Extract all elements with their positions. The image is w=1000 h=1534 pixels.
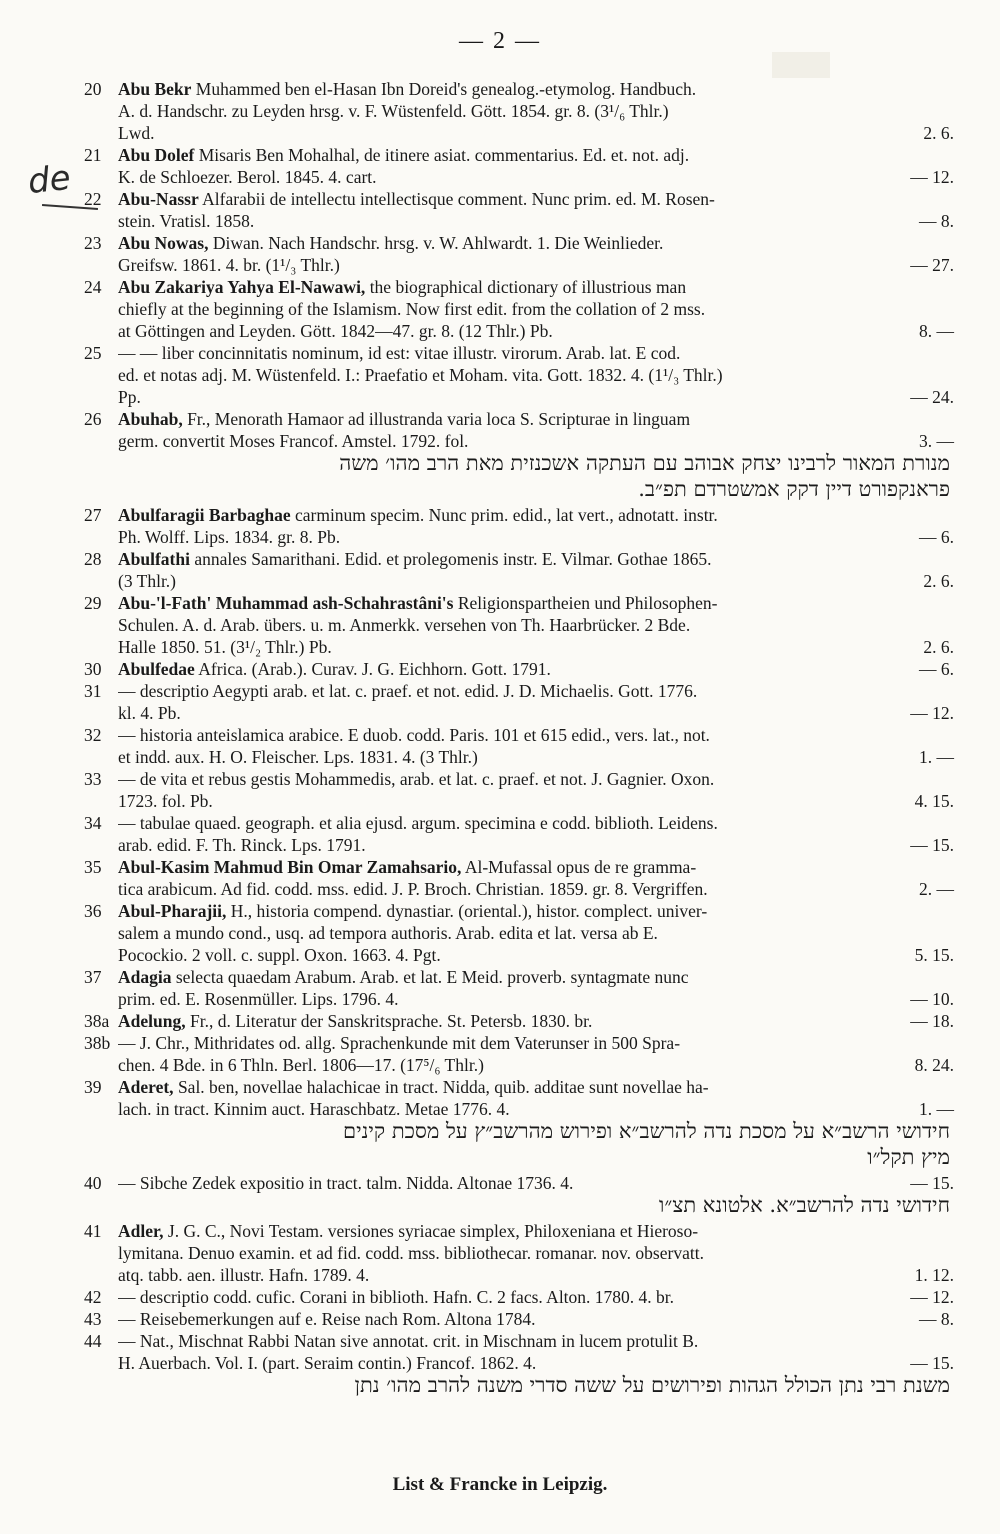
entry-line [0, 724, 1000, 746]
entry-line [0, 342, 1000, 364]
entry-number: 22 [84, 189, 102, 209]
entry-number: 41 [84, 1221, 102, 1241]
entry-text [118, 1098, 950, 1120]
entry-number: 32 [84, 725, 102, 745]
entry-text [118, 614, 950, 636]
entry-description: — — liber concinnitatis nominum, id est: vitae illustr. virorum. Arab. lat. E cod. [118, 343, 681, 363]
entry-text [118, 900, 950, 922]
entry-line [0, 746, 1000, 768]
entry-text [118, 1264, 950, 1286]
entry-description: at Göttingen and Leyden. Gött. 1842—47. gr. 8. (12 Thlr.) Pb. [118, 321, 553, 341]
entry-price: 3. — [919, 431, 954, 451]
entry-description: the biographical dictionary of illustrious man [369, 277, 687, 297]
entry-price: 2. 6. [923, 123, 954, 143]
entry-text [118, 320, 950, 342]
entry-heading: Abu Dolef [118, 145, 195, 165]
entry-text [118, 1330, 950, 1352]
entry-text [118, 724, 950, 746]
hebrew-title-line: חידושי הרשב״א על מסכת נדה להרשב״א ופירוש מהרשב״ץ על מסכת קינים [342, 1120, 950, 1143]
entry-description: H., historia compend. dynastiar. (oriental.), histor. complect. univer- [230, 901, 708, 921]
entry-line [0, 1308, 1000, 1330]
entry-description: Pocockio. 2 voll. c. suppl. Oxon. 1663. 4. Pgt. [118, 945, 441, 965]
entry-number: 24 [84, 277, 102, 297]
entry-line [0, 922, 1000, 944]
entry-number: 29 [84, 593, 102, 613]
entry-text [118, 944, 950, 966]
entry-number: 42 [84, 1287, 102, 1307]
entry-text [118, 1352, 950, 1374]
entry-heading: Adelung, [118, 1011, 186, 1031]
entry-description: — Reisebemerkungen auf e. Reise nach Rom. Altona 1784. [118, 1309, 536, 1329]
entry-heading: Abul-Pharajii, [118, 901, 227, 921]
entry-line [0, 1054, 1000, 1076]
entry-text [118, 386, 950, 408]
entry-line [0, 1098, 1000, 1120]
entry-heading: Abulfaragii Barbaghae [118, 505, 291, 525]
entry-number: 30 [84, 659, 102, 679]
entry-line [0, 1352, 1000, 1374]
entry-line [0, 1076, 1000, 1098]
entry-text [118, 254, 950, 276]
catalog-entry [0, 1220, 1000, 1286]
catalog-entry [0, 768, 1000, 812]
entry-description: — descriptio codd. cufic. Corani in biblioth. Hafn. C. 2 facs. Alton. 1780. 4. br. [118, 1287, 675, 1307]
entry-line [0, 966, 1000, 988]
entry-text [118, 680, 950, 702]
entry-price: 2. — [919, 879, 954, 899]
hebrew-title-line: משנת רבי נתן הכולל הגהות ופירושים על ששה סדרי משנה להרב מהו׳ נתן [354, 1374, 950, 1397]
entry-description: atq. tabb. aen. illustr. Hafn. 1789. 4. [118, 1265, 370, 1285]
entry-text [118, 166, 950, 188]
entry-description: — tabulae quaed. geograph. et alia ejusd. argum. specimina e codd. biblioth. Leidens. [118, 813, 718, 833]
entry-number: 20 [84, 79, 102, 99]
catalog-entry [0, 188, 1000, 232]
entry-line [0, 504, 1000, 526]
entry-text [118, 210, 950, 232]
entry-description: — descriptio Aegypti arab. et lat. c. praef. et not. edid. J. D. Michaelis. Gott. 1776. [118, 681, 698, 701]
entry-price: 2. 6. [923, 637, 954, 657]
entry-line [0, 768, 1000, 790]
entry-description: K. de Schloezer. Berol. 1845. 4. cart. [118, 167, 377, 187]
entry-description: Diwan. Nach Handschr. hrsg. v. W. Ahlwardt. 1. Die Weinlieder. [212, 233, 664, 253]
entry-line [0, 878, 1000, 900]
entry-price: 4. 15. [914, 791, 954, 811]
entry-description: — Sibche Zedek expositio in tract. talm. Nidda. Altonae 1736. 4. [118, 1173, 574, 1193]
entry-text [118, 878, 950, 900]
entry-number: 28 [84, 549, 102, 569]
entry-text [118, 922, 950, 944]
entry-line [0, 856, 1000, 878]
catalog-entry [0, 1172, 1000, 1220]
entry-number: 27 [84, 505, 102, 525]
catalog-entry [0, 276, 1000, 342]
entry-description: annales Samarithani. Edid. et prolegomenis instr. E. Vilmar. Gothae 1865. [194, 549, 712, 569]
hebrew-title-line: מנורת המאור לרבינו יצחק אבוהב עם העתקה אשכנזית מאת הרב מהו׳ משה [339, 452, 950, 475]
entry-price: — 12. [910, 703, 954, 723]
entry-price: — 6. [919, 659, 954, 679]
entry-line [0, 1220, 1000, 1242]
entry-line [0, 144, 1000, 166]
catalog-entry [0, 504, 1000, 548]
entry-description: carminum specim. Nunc prim. edid., lat vert., adnotatt. instr. [294, 505, 718, 525]
hebrew-title-line: פראנקפורט דיין דקק אמשטרדם תפ״ב. [638, 478, 950, 501]
catalog-entry [0, 812, 1000, 856]
entry-text [118, 834, 950, 856]
entry-text [118, 768, 950, 790]
entry-number: 34 [84, 813, 102, 833]
entry-line [0, 188, 1000, 210]
catalog-entry [0, 1308, 1000, 1330]
entry-price: — 6. [919, 527, 954, 547]
entry-price: 1. 12. [914, 1265, 954, 1285]
entry-number: 37 [84, 967, 102, 987]
entry-price: 8. 24. [914, 1055, 954, 1075]
entry-text [118, 702, 950, 724]
catalog-entry [0, 966, 1000, 1010]
entry-text [118, 966, 950, 988]
entry-price: 2. 6. [923, 571, 954, 591]
entry-description: Muhammed ben el-Hasan Ibn Doreid's genealog.-etymolog. Handbuch. [195, 79, 697, 99]
entry-line [0, 232, 1000, 254]
entry-description: Fr., d. Literatur der Sanskritsprache. St. Petersb. 1830. br. [189, 1011, 593, 1031]
entry-description: — J. Chr., Mithridates od. allg. Sprachenkunde mit dem Vaterunser in 500 Spra- [118, 1033, 681, 1053]
entry-line [0, 680, 1000, 702]
entry-heading: Abul-Kasim Mahmud Bin Omar Zamahsario, [118, 857, 462, 877]
entry-number: 44 [84, 1331, 102, 1351]
entry-number: 33 [84, 769, 102, 789]
entry-description: lach. in tract. Kinnim auct. Haraschbatz. Metae 1776. 4. [118, 1099, 510, 1119]
entry-price: — 27. [910, 255, 954, 275]
entry-number: 21 [84, 145, 102, 165]
entry-description: arab. edid. F. Th. Rinck. Lps. 1791. [118, 835, 366, 855]
entry-line [0, 386, 1000, 408]
entry-text [118, 342, 950, 364]
entry-description: lymitana. Denuo examin. et ad fid. codd. mss. bibliothecar. romanar. nov. observatt. [118, 1243, 704, 1263]
entry-text [118, 1308, 950, 1330]
entry-description: stein. Vratisl. 1858. [118, 211, 255, 231]
entry-description: Alfarabii de intellectu intellectisque comment. Nunc prim. ed. M. Rosen- [202, 189, 715, 209]
entry-text [118, 298, 950, 320]
entry-text [118, 812, 950, 834]
catalog-entry [0, 232, 1000, 276]
entry-heading: Adler, [118, 1221, 164, 1241]
entry-text [118, 78, 950, 100]
entry-line [0, 364, 1000, 386]
entry-description: Halle 1850. 51. (3¹/₂ Thlr.) Pb. [118, 637, 332, 657]
handwritten-margin-note: de [26, 157, 73, 203]
entry-line [0, 834, 1000, 856]
entry-text [118, 1076, 950, 1098]
entry-heading: Aderet, [118, 1077, 174, 1097]
entry-line [0, 944, 1000, 966]
entry-line [0, 100, 1000, 122]
entry-description: (3 Thlr.) [118, 571, 177, 591]
entry-line [0, 1286, 1000, 1308]
entry-text [118, 1220, 950, 1242]
entry-text [118, 122, 950, 144]
entry-description: Misaris Ben Mohalhal, de itinere asiat. commentarius. Ed. et. not. adj. [198, 145, 690, 165]
entry-text [118, 746, 950, 768]
hebrew-title-line: מיץ תקל״ו [867, 1146, 950, 1169]
entry-price: 5. 15. [914, 945, 954, 965]
entry-line [0, 1010, 1000, 1032]
entry-description: Lwd. [118, 123, 155, 143]
entry-text [118, 856, 950, 878]
entry-line [0, 658, 1000, 680]
entry-description: chen. 4 Bde. in 6 Thln. Berl. 1806—17. (17⁵/₆ Thlr.) [118, 1055, 484, 1075]
entry-description: H. Auerbach. Vol. I. (part. Seraim contin.) Francof. 1862. 4. [118, 1353, 537, 1373]
entry-text [118, 100, 950, 122]
entry-text [118, 188, 950, 210]
entry-description: germ. convertit Moses Francof. Amstel. 1792. fol. [118, 431, 469, 451]
entry-line [0, 1172, 1000, 1194]
entry-text [118, 1054, 950, 1076]
catalog-entry [0, 1330, 1000, 1400]
entry-price: — 15. [910, 835, 954, 855]
catalog-entry [0, 724, 1000, 768]
entry-line [0, 570, 1000, 592]
entry-line [0, 408, 1000, 430]
entry-heading: Abu Bekr [118, 79, 192, 99]
entry-description: Schulen. A. d. Arab. übers. u. m. Anmerkk. versehen von Th. Haarbrücker. 2 Bde. [118, 615, 691, 635]
entry-line [0, 122, 1000, 144]
entry-line [0, 320, 1000, 342]
entry-description: ed. et notas adj. M. Wüstenfeld. I.: Praefatio et Moham. vita. Gott. 1832. 4. (1¹/₃ Thlr.) [118, 365, 723, 385]
entry-line [0, 430, 1000, 452]
entry-text [118, 1286, 950, 1308]
entry-line [0, 1032, 1000, 1054]
entry-text [118, 430, 950, 452]
entry-line [0, 166, 1000, 188]
catalog-entry [0, 1010, 1000, 1032]
catalog-entry [0, 680, 1000, 724]
entry-text [118, 548, 950, 570]
entry-description: Greifsw. 1861. 4. br. (1¹/₃ Thlr.) [118, 255, 340, 275]
entry-price: — 8. [919, 1309, 954, 1329]
entry-description: — historia anteislamica arabice. E duob. codd. Paris. 101 et 615 edid., vers. lat., not. [118, 725, 710, 745]
entry-text [118, 1172, 950, 1194]
publisher-footer: List & Francke in Leipzig. [392, 1474, 608, 1495]
entry-description: et indd. aux. H. O. Fleischer. Lps. 1831. 4. (3 Thlr.) [118, 747, 478, 767]
catalog-entry [0, 144, 1000, 188]
entry-text [118, 790, 950, 812]
entry-text [118, 364, 950, 386]
entry-description: Ph. Wolff. Lips. 1834. gr. 8. Pb. [118, 527, 341, 547]
entry-number: 40 [84, 1173, 102, 1193]
entry-heading: Abu-Nassr [118, 189, 199, 209]
entry-number: 38a [84, 1011, 110, 1031]
entry-price: — 10. [910, 989, 954, 1009]
entry-line [0, 812, 1000, 834]
entry-line [0, 592, 1000, 614]
entry-description: tica arabicum. Ad fid. codd. mss. edid. J. P. Broch. Christian. 1859. gr. 8. Vergriffen. [118, 879, 708, 899]
entry-description: Religionspartheien und Philosophen- [457, 593, 718, 613]
entry-price: — 15. [910, 1353, 954, 1373]
entry-number: 43 [84, 1309, 102, 1329]
entry-text [118, 1032, 950, 1054]
entry-text [118, 636, 950, 658]
entry-price: — 12. [910, 167, 954, 187]
catalog-entry [0, 1286, 1000, 1308]
entry-description: selecta quaedam Arabum. Arab. et lat. E Meid. proverb. syntagmate nunc [175, 967, 689, 987]
entry-text [118, 592, 950, 614]
entry-line [0, 78, 1000, 100]
catalog-entry [0, 342, 1000, 408]
catalog-entry [0, 408, 1000, 504]
entry-text [118, 276, 950, 298]
entry-price: 8. — [919, 321, 954, 341]
entry-text [118, 526, 950, 548]
entry-line [0, 900, 1000, 922]
entry-text [118, 232, 950, 254]
entry-number: 35 [84, 857, 102, 877]
catalog-entry [0, 856, 1000, 900]
entry-description: Pp. [118, 387, 141, 407]
entry-number: 38b [84, 1033, 111, 1053]
entry-line [0, 1242, 1000, 1264]
entry-text [118, 504, 950, 526]
entry-price: — 12. [910, 1287, 954, 1307]
catalog-entry [0, 658, 1000, 680]
entry-text [118, 408, 950, 430]
entry-line [0, 988, 1000, 1010]
entry-line [0, 636, 1000, 658]
entry-text [118, 1010, 950, 1032]
entry-line [0, 210, 1000, 232]
entry-text [118, 1242, 950, 1264]
page-number: — 2 — [459, 28, 541, 54]
entry-number: 26 [84, 409, 102, 429]
entry-line [0, 526, 1000, 548]
entry-description: 1723. fol. Pb. [118, 791, 213, 811]
entry-description: chiefly at the beginning of the Islamism. Now first edit. from the collation of 2 mss. [118, 299, 706, 319]
entry-line [0, 702, 1000, 724]
entry-description: Fr., Menorath Hamaor ad illustranda varia loca S. Scripturae in linguam [187, 409, 691, 429]
library-stamp [772, 52, 830, 78]
catalog-entry [0, 548, 1000, 592]
catalog-entry [0, 1076, 1000, 1172]
entry-heading: Abuhab, [118, 409, 183, 429]
catalog-entries [0, 78, 1000, 1400]
entry-description: salem a mundo cond., usq. ad tempora authoris. Arab. edita et lat. versa ab E. [118, 923, 658, 943]
entry-line [0, 298, 1000, 320]
entry-text [118, 570, 950, 592]
entry-heading: Adagia [118, 967, 172, 987]
entry-price: — 15. [910, 1173, 954, 1193]
catalog-entry [0, 1032, 1000, 1076]
catalog-entry [0, 592, 1000, 658]
entry-line [0, 276, 1000, 298]
entry-heading: Abulfathi [118, 549, 190, 569]
entry-line [0, 1264, 1000, 1286]
entry-price: — 24. [910, 387, 954, 407]
entry-line [0, 548, 1000, 570]
entry-number: 36 [84, 901, 102, 921]
entry-description: Africa. (Arab.). Curav. J. G. Eichhorn. Gott. 1791. [198, 659, 551, 679]
entry-description: — Nat., Mischnat Rabbi Natan sive annotat. crit. in Mischnam in lucem protulit B. [118, 1331, 699, 1351]
hebrew-title-line: חידושי נדה להרשב״א. אלטונא תצ״ו [658, 1194, 950, 1217]
entry-text [118, 658, 950, 680]
entry-description: prim. ed. E. Rosenmüller. Lips. 1796. 4. [118, 989, 399, 1009]
entry-price: 1. — [919, 1099, 954, 1119]
entry-text [118, 144, 950, 166]
entry-heading: Abu-'l-Fath' Muhammad ash-Schahrastâni's [118, 593, 454, 613]
catalog-entry [0, 78, 1000, 144]
entry-line [0, 790, 1000, 812]
entry-number: 25 [84, 343, 102, 363]
entry-number: 31 [84, 681, 102, 701]
entry-description: Al-Mufassal opus de re gramma- [464, 857, 697, 877]
entry-price: — 18. [910, 1011, 954, 1031]
entry-number: 39 [84, 1077, 102, 1097]
entry-description: A. d. Handschr. zu Leyden hrsg. v. F. Wüstenfeld. Gött. 1854. gr. 8. (3¹/₆ Thlr.) [118, 101, 669, 121]
entry-price: 1. — [919, 747, 954, 767]
entry-line [0, 254, 1000, 276]
entry-heading: Abu Nowas, [118, 233, 209, 253]
entry-description: Sal. ben, novellae halachicae in tract. Nidda, quib. additae sunt novellae ha- [177, 1077, 709, 1097]
entry-description: kl. 4. Pb. [118, 703, 181, 723]
entry-text [118, 988, 950, 1010]
entry-number: 23 [84, 233, 102, 253]
entry-description: — de vita et rebus gestis Mohammedis, arab. et lat. c. praef. et not. J. Gagnier. Oxon. [118, 769, 715, 789]
entry-description: J. G. C., Novi Testam. versiones syriacae simplex, Philoxeniana et Hieroso- [167, 1221, 699, 1241]
entry-line [0, 1330, 1000, 1352]
entry-heading: Abu Zakariya Yahya El-Nawawi, [118, 277, 366, 297]
entry-heading: Abulfedae [118, 659, 195, 679]
entry-price: — 8. [919, 211, 954, 231]
catalog-entry [0, 900, 1000, 966]
entry-line [0, 614, 1000, 636]
